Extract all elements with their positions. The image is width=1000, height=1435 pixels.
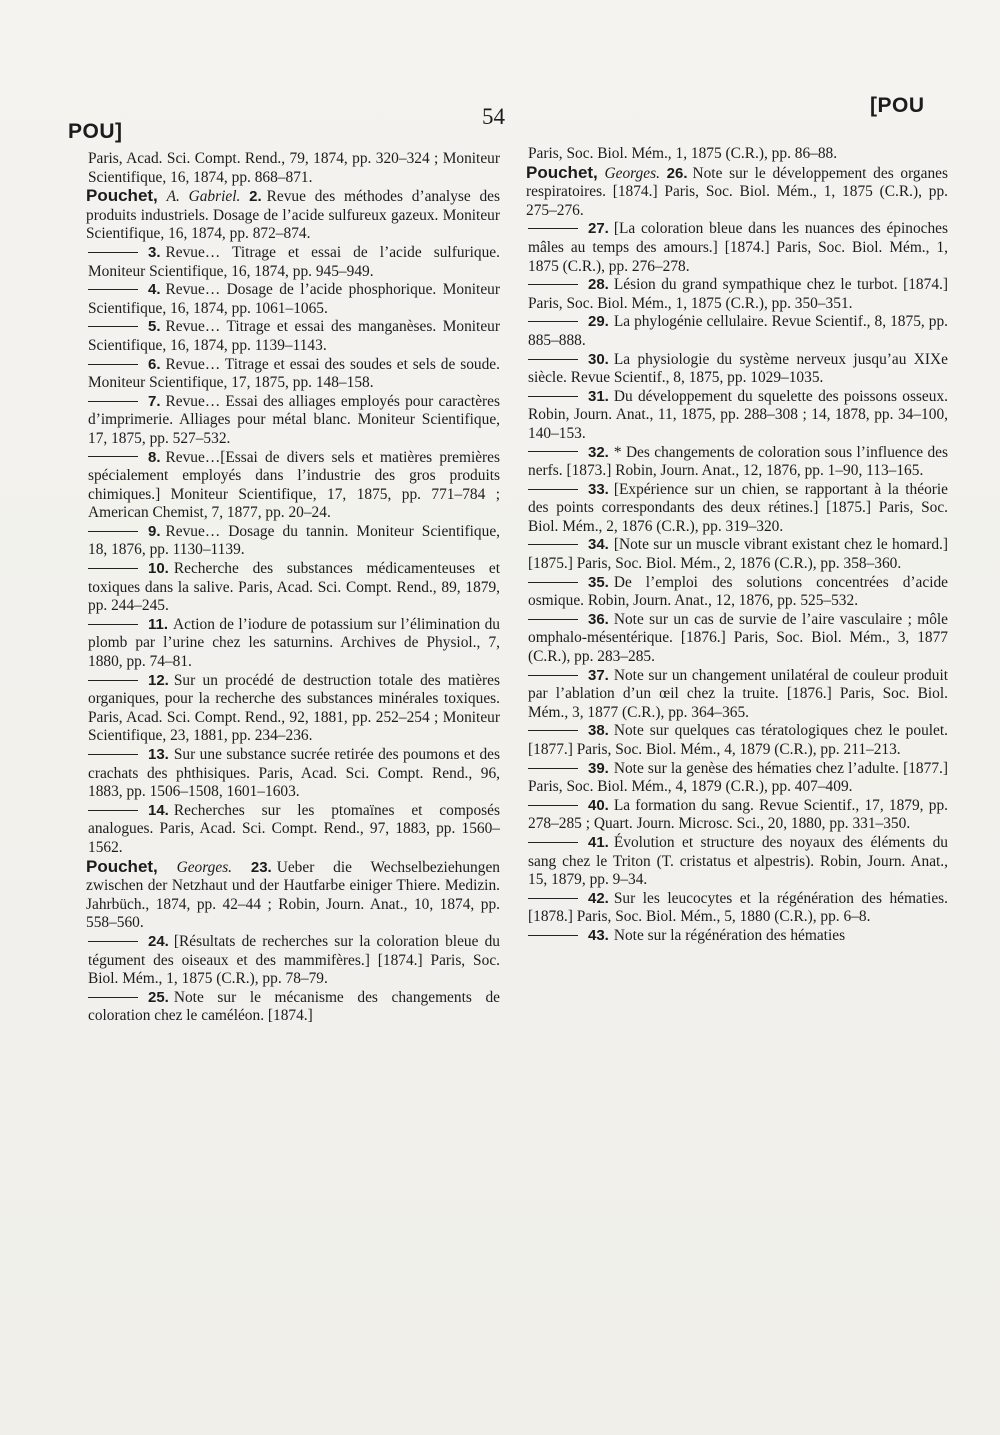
entry-text: Note sur un changement unilatéral de couleur produit par l’ablation d’un œil chez la truite. [1876.] Paris, Soc. Biol. Mém., 3, 1877 (C.R.), pp. 364–365. (528, 666, 948, 721)
bibliography-entry (88, 746, 500, 802)
ditto-dash (88, 568, 138, 569)
entry-text: Revue… Dosage de l’acide phosphorique. Moniteur Scientifique, 16, 1874, pp. 1061–1065. (88, 281, 500, 317)
running-head-right: [POU (870, 94, 925, 117)
bibliography-entry (86, 858, 500, 933)
author-surname: Pouchet, (526, 162, 598, 182)
entry-number: 29. (588, 313, 609, 331)
entry-text: [Résultats de recherches sur la coloration bleue du tégument des oiseaux et des mammifères.] [1874.] Paris, Soc. Biol. Mém., 1, 1875 (C.R.), pp. 78–79. (88, 932, 500, 988)
entry-number: 42. (588, 889, 609, 907)
entry-number: 32. (588, 443, 609, 461)
entry-number: 10. (148, 560, 169, 578)
ditto-dash (528, 768, 578, 769)
bibliography-entry (528, 444, 948, 481)
bibliography-entry (88, 989, 500, 1026)
entry-text: Revue… Titrage et essai des soudes et sels de soude. Moniteur Scientifique, 17, 1875, pp. 148–158. (88, 355, 500, 392)
entry-number: 11. (148, 615, 169, 633)
entry-number: 43. (588, 926, 609, 944)
entry-text: * Des changements de coloration sous l’influence des nerfs. [1873.] Robin, Journ. Anat., 12, 1876, pp. 1–90, 113–165. (528, 443, 948, 480)
bibliography-entry (88, 393, 500, 449)
entry-text: Revue… Titrage et essai de l’acide sulfurique. Moniteur Scientifique, 16, 1874, pp. 945–949. (88, 243, 500, 280)
ditto-dash (528, 451, 578, 452)
ditto-dash (88, 810, 138, 811)
bibliography-entry (88, 523, 500, 560)
ditto-dash (88, 754, 138, 755)
entry-text: De l’emploi des solutions concentrées d’acide osmique. Robin, Journ. Anat., 12, 1876, pp. 525–532. (528, 573, 948, 610)
bibliography-entry (88, 150, 500, 187)
entry-text: La phylogénie cellulaire. Revue Scientif., 8, 1875, pp. 885–888. (528, 313, 948, 349)
ditto-dash (528, 898, 578, 899)
bibliography-entry (528, 536, 948, 573)
entry-text: Sur les leucocytes et la régénération des hématies. [1878.] Paris, Soc. Biol. Mém., 5, 1880 (C.R.), pp. 6–8. (528, 889, 948, 926)
entry-number: 34. (588, 536, 609, 554)
entry-number: 38. (588, 722, 609, 740)
bibliography-entry (528, 220, 948, 276)
bibliography-entry (88, 933, 500, 989)
entry-number: 2. (249, 188, 262, 206)
ditto-dash (88, 326, 138, 327)
entry-number: 39. (588, 759, 609, 777)
entry-number: 13. (148, 746, 169, 763)
entry-number: 26. (666, 164, 688, 182)
bibliography-entry (528, 276, 948, 313)
ditto-dash (528, 359, 578, 360)
ditto-dash (528, 842, 578, 843)
entry-number: 35. (588, 573, 609, 591)
entry-number: 12. (148, 671, 169, 689)
bibliography-entry (528, 890, 948, 927)
entry-number: 41. (588, 833, 609, 851)
bibliography-entry (528, 667, 948, 723)
bibliography-entry (528, 760, 948, 797)
entry-number: 30. (588, 350, 609, 368)
entry-text: Revue… Essai des alliages employés pour caractères d’imprimerie. Alliages pour métal blanc. Moniteur Scientifique, 17, 1875, pp. 527–532. (88, 392, 500, 447)
author-given-name: Georges. (604, 164, 660, 182)
author-surname: Pouchet, (86, 186, 158, 206)
ditto-dash (88, 531, 138, 532)
ditto-dash (528, 730, 578, 731)
entry-number: 7. (148, 392, 161, 410)
bibliography-entry (88, 560, 500, 616)
entry-number: 5. (148, 318, 161, 336)
author-given-name: A. Gabriel. (166, 188, 241, 206)
ditto-dash (528, 582, 578, 583)
entry-number: 25. (148, 988, 169, 1006)
entry-text: Action de l’iodure de potassium sur l’élimination du plomb par l’urine chez les saturnins. Archives de Physiol., 7, 1880, pp. 74–81. (88, 615, 500, 671)
bibliography-entry (528, 481, 948, 537)
entry-text: Ueber die Wechselbeziehungen zwischen der Netzhaut und der Hautfarbe einiger Thiere. Medizin. Jahrbüch., 1874, pp. 42–44 ; Robin, Journ. Anat., 10, 1874, pp. 558–560. (86, 858, 500, 932)
entry-text: [La coloration bleue dans les nuances des épinoches mâles au temps des amours.] [1874.] Paris, Soc. Biol. Mém., 1, 1875 (C.R.), pp. 276–278. (528, 220, 948, 275)
bibliography-entry (528, 351, 948, 388)
entry-number: 14. (148, 801, 169, 819)
entry-text: Note sur un cas de survie de l’aire vasculaire ; môle omphalo-mésentérique. [1876.] Paris, Soc. Biol. Mém., 3, 1877 (C.R.), pp. 283–285. (528, 610, 948, 666)
entry-number: 36. (588, 610, 609, 628)
entry-text: La physiologie du système nerveux jusqu’au XIXe siècle. Revue Scientif., 8, 1875, pp. 1029–1035. (528, 350, 948, 387)
entry-text: Paris, Acad. Sci. Compt. Rend., 79, 1874, pp. 320–324 ; Moniteur Scientifique, 16, 1874, pp. 868–871. (88, 150, 500, 186)
ditto-dash (88, 456, 138, 457)
entry-text: La formation du sang. Revue Scientif., 17, 1879, pp. 278–285 ; Quart. Journ. Microsc. Sci., 20, 1880, pp. 331–350. (528, 796, 948, 833)
ditto-dash (88, 401, 138, 402)
right-column (528, 145, 948, 946)
entry-number: 31. (588, 387, 609, 405)
bibliography-entry (528, 574, 948, 611)
bibliography-entry (528, 145, 948, 164)
bibliography-entry (86, 187, 500, 244)
entry-text: Note sur la genèse des hématies chez l’adulte. [1877.] Paris, Soc. Biol. Mém., 4, 1879 (C.R.), pp. 407–409. (528, 759, 948, 796)
bibliography-entry (88, 244, 500, 281)
bibliography-entry (526, 164, 948, 221)
entry-text: Du développement du squelette des poissons osseux. Robin, Journ. Anat., 11, 1875, pp. 288–308 ; 14, 1878, pp. 34–100, 140–153. (528, 387, 948, 442)
entry-number: 40. (588, 796, 609, 814)
entry-text: Recherches sur les ptomaïnes et composés analogues. Paris, Acad. Sci. Compt. Rend., 97, 1883, pp. 1560–1562. (88, 801, 500, 856)
ditto-dash (528, 284, 578, 285)
bibliography-entry (88, 802, 500, 858)
ditto-dash (88, 252, 138, 253)
entry-text: Recherche des substances médicamenteuses et toxiques dans la salive. Paris, Acad. Sci. Compt. Rend., 89, 1879, pp. 244–245. (88, 560, 500, 615)
bibliography-entry (88, 616, 500, 672)
bibliography-entry (528, 611, 948, 667)
ditto-dash (88, 289, 138, 290)
entry-number: 23. (250, 858, 272, 876)
bibliography-entry (528, 927, 948, 946)
running-head-left: POU] (68, 120, 123, 143)
page-number: 54 (482, 104, 505, 129)
bibliography-entry (88, 449, 500, 523)
ditto-dash (88, 997, 138, 998)
entry-text: Revue des méthodes d’analyse des produits industriels. Dosage de l’acide sulfureux gazeux. Moniteur Scientifique, 16, 1874, pp. 872–874. (86, 188, 500, 243)
ditto-dash (528, 396, 578, 397)
entry-number: 27. (588, 220, 609, 238)
entry-number: 3. (148, 243, 161, 261)
ditto-dash (528, 619, 578, 620)
entry-text: [Expérience sur un chien, se rapportant à la théorie des points correspondants des deux rétines.] [1875.] Paris, Soc. Biol. Mém., 2, 1876 (C.R.), pp. 319–320. (528, 480, 948, 535)
entry-number: 33. (588, 480, 609, 498)
bibliography-entry (88, 356, 500, 393)
entry-text: [Note sur un muscle vibrant existant chez le homard.] [1875.] Paris, Soc. Biol. Mém., 2, 1876 (C.R.), pp. 358–360. (528, 536, 948, 573)
ditto-dash (528, 935, 578, 936)
entry-number: 6. (148, 355, 161, 373)
entry-number: 24. (148, 932, 169, 950)
entry-text: Sur une substance sucrée retirée des poumons et des crachats des phthisiques. Paris, Acad. Sci. Compt. Rend., 96, 1883, pp. 1506–1508, 1601–1603. (88, 746, 500, 801)
entry-number: 28. (588, 276, 609, 294)
bibliography-entry (88, 672, 500, 746)
entry-text: Évolution et structure des noyaux des éléments du sang chez le Triton (T. cristatus et alpestris). Robin, Journ. Anat., 15, 1879, pp. 9–34. (528, 833, 948, 889)
bibliography-entry (88, 318, 500, 355)
ditto-dash (528, 228, 578, 229)
entry-number: 4. (148, 281, 161, 299)
entry-text: Sur un procédé de destruction totale des matières organiques, pour la recherche des substances minérales toxiques. Paris, Acad. Sci. Compt. Rend., 92, 1881, pp. 252–254 ; Moniteur Scientifique, 23, 1881, pp. 234–236. (88, 671, 500, 745)
entry-text: Revue… Dosage du tannin. Moniteur Scientifique, 18, 1876, pp. 1130–1139. (88, 522, 500, 559)
entry-number: 37. (588, 666, 609, 684)
entry-text: Revue… Titrage et essai des manganèses. Moniteur Scientifique, 16, 1874, pp. 1139–1143. (88, 318, 500, 354)
ditto-dash (88, 941, 138, 942)
bibliography-entry (528, 834, 948, 890)
entry-text: Note sur la régénération des hématies (613, 926, 846, 944)
ditto-dash (88, 624, 138, 625)
ditto-dash (88, 680, 138, 681)
ditto-dash (528, 489, 578, 490)
bibliography-entry (528, 797, 948, 834)
ditto-dash (88, 364, 138, 365)
entry-text: Revue…[Essai de divers sels et matières premières spécialement employés dans l’industrie des gros produits chimiques.] Moniteur Scientifique, 17, 1875, pp. 771–784 ; American Chemist, 7, 1877, pp. 20–24. (88, 448, 500, 522)
entry-number: 9. (148, 522, 161, 540)
left-column (88, 150, 500, 1026)
entry-text: Note sur le mécanisme des changements de coloration chez le caméléon. [1874.] (88, 988, 500, 1025)
entry-text: Paris, Soc. Biol. Mém., 1, 1875 (C.R.), pp. 86–88. (528, 145, 838, 162)
entry-number: 8. (148, 448, 161, 466)
entry-text: Lésion du grand sympathique chez le turbot. [1874.] Paris, Soc. Biol. Mém., 1, 1875 (C.R.), pp. 350–351. (528, 276, 948, 312)
author-given-name: Georges. (176, 858, 233, 876)
author-surname: Pouchet, (86, 856, 158, 876)
ditto-dash (528, 675, 578, 676)
ditto-dash (528, 805, 578, 806)
bibliography-entry (528, 313, 948, 350)
entry-text: Note sur quelques cas tératologiques chez le poulet. [1877.] Paris, Soc. Biol. Mém., 4, 1879 (C.R.), pp. 211–213. (528, 722, 948, 758)
bibliography-entry (88, 281, 500, 318)
bibliography-entry (528, 388, 948, 444)
ditto-dash (528, 544, 578, 545)
bibliography-entry (528, 722, 948, 759)
ditto-dash (528, 321, 578, 322)
entry-text: Note sur le développement des organes respiratoires. [1874.] Paris, Soc. Biol. Mém., 1, 1875 (C.R.), pp. 275–276. (526, 164, 948, 219)
